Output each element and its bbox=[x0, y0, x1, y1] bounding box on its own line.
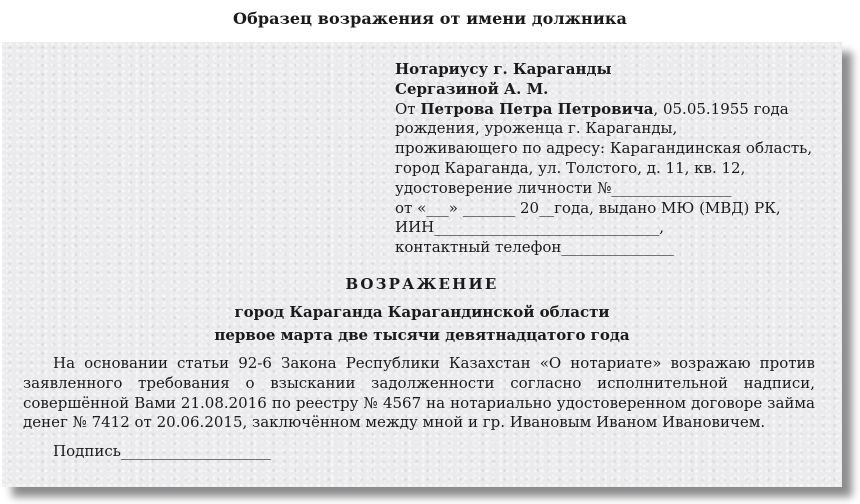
id-issued-line: от «___» _______ 20__года, выдано МЮ (МВД) РК, bbox=[395, 198, 781, 217]
sender-prefix: От bbox=[395, 99, 421, 118]
addressee-block bbox=[395, 60, 835, 258]
sender-line bbox=[395, 100, 835, 120]
notary-name-line: Сергазиной А. М. bbox=[395, 79, 549, 98]
body-paragraph: На основании статьи 92-6 Закона Республики Казахстан «О нотариате» возражаю против заявленного требования о взыскании задолженности согласно исполнительной надписи, совершённой Вами 21.08.2016 по реестру № 4567 на нотариально удостоверенном договоре займа денег № 7412 от 20.06.2015, заключённом между мной и гр. Ивановым Иваном Ивановичем. bbox=[23, 354, 815, 432]
id-card-line: удостоверение личности №________________ bbox=[395, 178, 732, 197]
document-sheet bbox=[2, 42, 842, 487]
date-line: первое марта две тысячи девятнадцатого года bbox=[214, 326, 630, 344]
page-title: Образец возражения от имени должника bbox=[233, 9, 627, 28]
signature-line: Подпись____________________ bbox=[53, 442, 271, 460]
sender-birthdate: , 05.05.1955 года bbox=[653, 99, 789, 118]
sender-name: Петрова Петра Петровича bbox=[420, 99, 654, 118]
phone-line: контактный телефон_______________ bbox=[395, 238, 674, 257]
notary-line: Нотариусу г. Караганды bbox=[395, 60, 612, 78]
city-line: город Караганда Карагандинской области bbox=[234, 303, 610, 321]
iin-line: ИИН______________________________, bbox=[395, 218, 665, 237]
address-line-2: город Караганда, ул. Толстого, д. 11, кв. 12, bbox=[395, 158, 746, 177]
document-heading: ВОЗРАЖЕНИЕ bbox=[345, 275, 499, 293]
birthplace-line: рождения, уроженца г. Караганды, bbox=[395, 119, 678, 138]
address-line-1: проживающего по адресу: Карагандинская область, bbox=[395, 139, 813, 158]
